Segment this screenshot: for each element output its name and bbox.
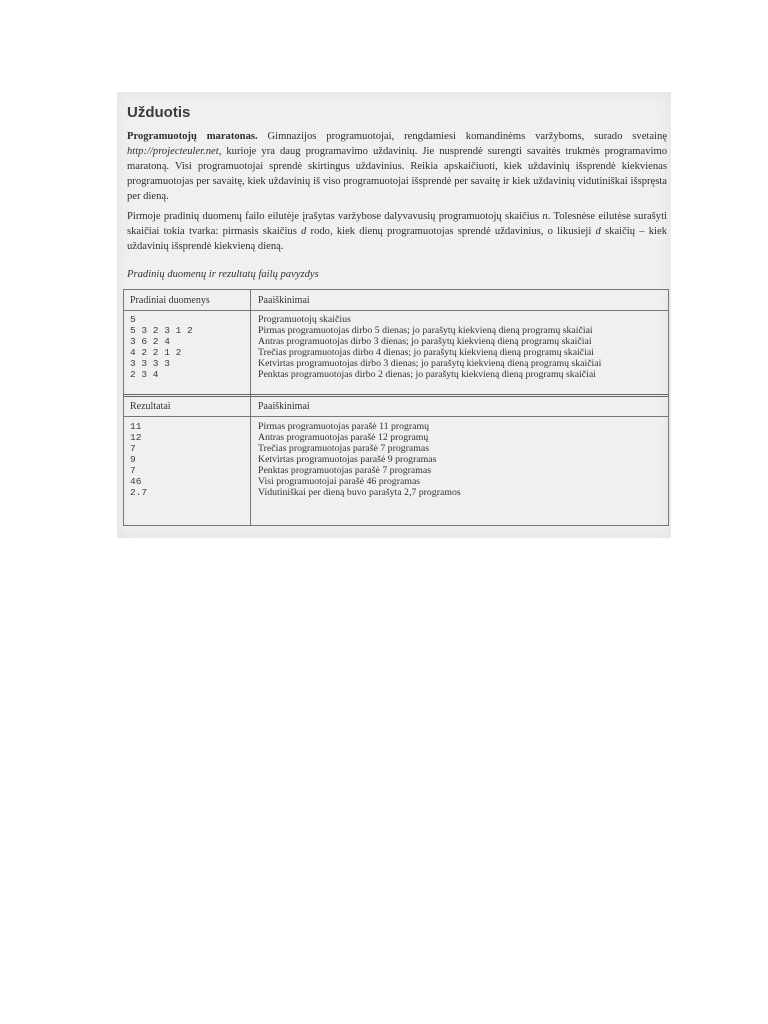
input-explanation: Trečias programuotojas dirbo 4 dienas; jo parašytų kiekvieną dieną programų skaičiai xyxy=(258,347,594,358)
result-explanation: Pirmas programuotojas parašė 11 programų xyxy=(258,421,430,432)
input-row: 3 6 2 4 xyxy=(130,336,170,347)
input-explanation: Antras programuotojas dirbo 3 dienas; jo parašytų kiekvieną dieną programų skaičiai xyxy=(258,336,592,347)
input-row: 5 3 2 3 1 2 xyxy=(130,325,193,336)
result-explanation: Ketvirtas programuotojas parašė 9 programas xyxy=(258,454,437,465)
input-format-paragraph xyxy=(127,209,667,254)
input-data-column xyxy=(130,314,193,380)
result-data-column xyxy=(130,421,147,498)
input-header-data: Pradiniai duomenys xyxy=(130,295,210,306)
task-text-b: , kurioje yra daug programavimo uždavinių. Jie nusprendė surengti savaitės trukmės programavimo maratoną. Visi programuotojai sprendė skirtingus uždavinius. Reikia apskaičiuoti, kiek uždavinių išsprendė kiekvienas programuotojas per savaitę, kiek uždavinių iš viso programuotojai išsprendė per savaitę ir kiek uždavinių vidutiniškai išspręsta per dieną. xyxy=(127,146,667,202)
result-explanation: Antras programuotojas parašė 12 programų xyxy=(258,432,429,443)
input-text-a: Pirmoje pradinių duomenų failo eilutėje įrašytas varžybose dalyvavusių programuotojų skaičius xyxy=(127,211,543,222)
variable-n: n xyxy=(542,211,548,222)
result-header-data: Rezultatai xyxy=(130,401,171,412)
result-row: 7 xyxy=(130,465,136,476)
result-header-explanation: Paaiškinimai xyxy=(258,401,310,412)
result-row: 46 xyxy=(130,476,142,487)
scanned-page xyxy=(117,92,671,538)
input-text-d: skaičių – kiek uždavinių išsprendė kiekvieną dieną. xyxy=(127,226,667,252)
header-divider xyxy=(124,310,668,311)
input-header-explanation: Paaiškinimai xyxy=(258,295,310,306)
task-name: Programuotojų maratonas. xyxy=(127,131,258,142)
input-text-b: . Tolesnėse eilutėse surašyti skaičiai tokia tvarka: pirmasis skaičius xyxy=(127,211,667,237)
input-explanation: Penktas programuotojas dirbo 2 dienas; jo parašytų kiekvieną dieną programų skaičiai xyxy=(258,369,596,380)
input-explanation-column xyxy=(258,314,601,380)
input-row: 5 xyxy=(130,314,136,325)
result-explanation: Penktas programuotojas parašė 7 programas xyxy=(258,465,432,476)
result-explanation: Trečias programuotojas parašė 7 programas xyxy=(258,443,430,454)
result-explanation: Vidutiniškai per dieną buvo parašyta 2,7 programos xyxy=(258,487,461,498)
result-row: 7 xyxy=(130,443,136,454)
input-row: 2 3 4 xyxy=(130,369,159,380)
input-row: 4 2 2 1 2 xyxy=(130,347,182,358)
result-row: 12 xyxy=(130,432,142,443)
website-link[interactable]: http://projecteuler.net xyxy=(127,146,219,157)
result-row: 9 xyxy=(130,454,136,465)
page-title: Užduotis xyxy=(127,104,191,121)
input-text-c: rodo, kiek dienų programuotojas sprendė uždavinius, o likusieji xyxy=(306,226,596,237)
variable-d: d xyxy=(301,226,307,237)
section-divider xyxy=(124,394,668,397)
result-row: 2.7 xyxy=(130,487,148,498)
table-caption: Pradinių duomenų ir rezultatų failų pavyzdys xyxy=(127,269,319,280)
result-header-divider xyxy=(124,416,668,417)
result-explanation-column xyxy=(258,421,461,498)
task-paragraph xyxy=(127,129,667,204)
variable-d-2: d xyxy=(595,226,601,237)
task-text-a: Gimnazijos programuotojai, rengdamiesi komandinėms varžyboms, surado svetainę xyxy=(257,131,667,142)
input-explanation: Pirmas programuotojas dirbo 5 dienas; jo parašytų kiekvieną dieną programų skaičiai xyxy=(258,325,593,336)
column-divider xyxy=(250,290,251,525)
input-explanation: Programuotojų skaičius xyxy=(258,314,351,325)
result-row: 11 xyxy=(130,421,142,432)
input-explanation: Ketvirtas programuotojas dirbo 3 dienas; jo parašytų kiekvieną dieną programų skaičiai xyxy=(258,358,602,369)
input-row: 3 3 3 3 xyxy=(130,358,170,369)
result-explanation: Visi programuotojai parašė 46 programas xyxy=(258,476,421,487)
example-table xyxy=(123,289,669,526)
